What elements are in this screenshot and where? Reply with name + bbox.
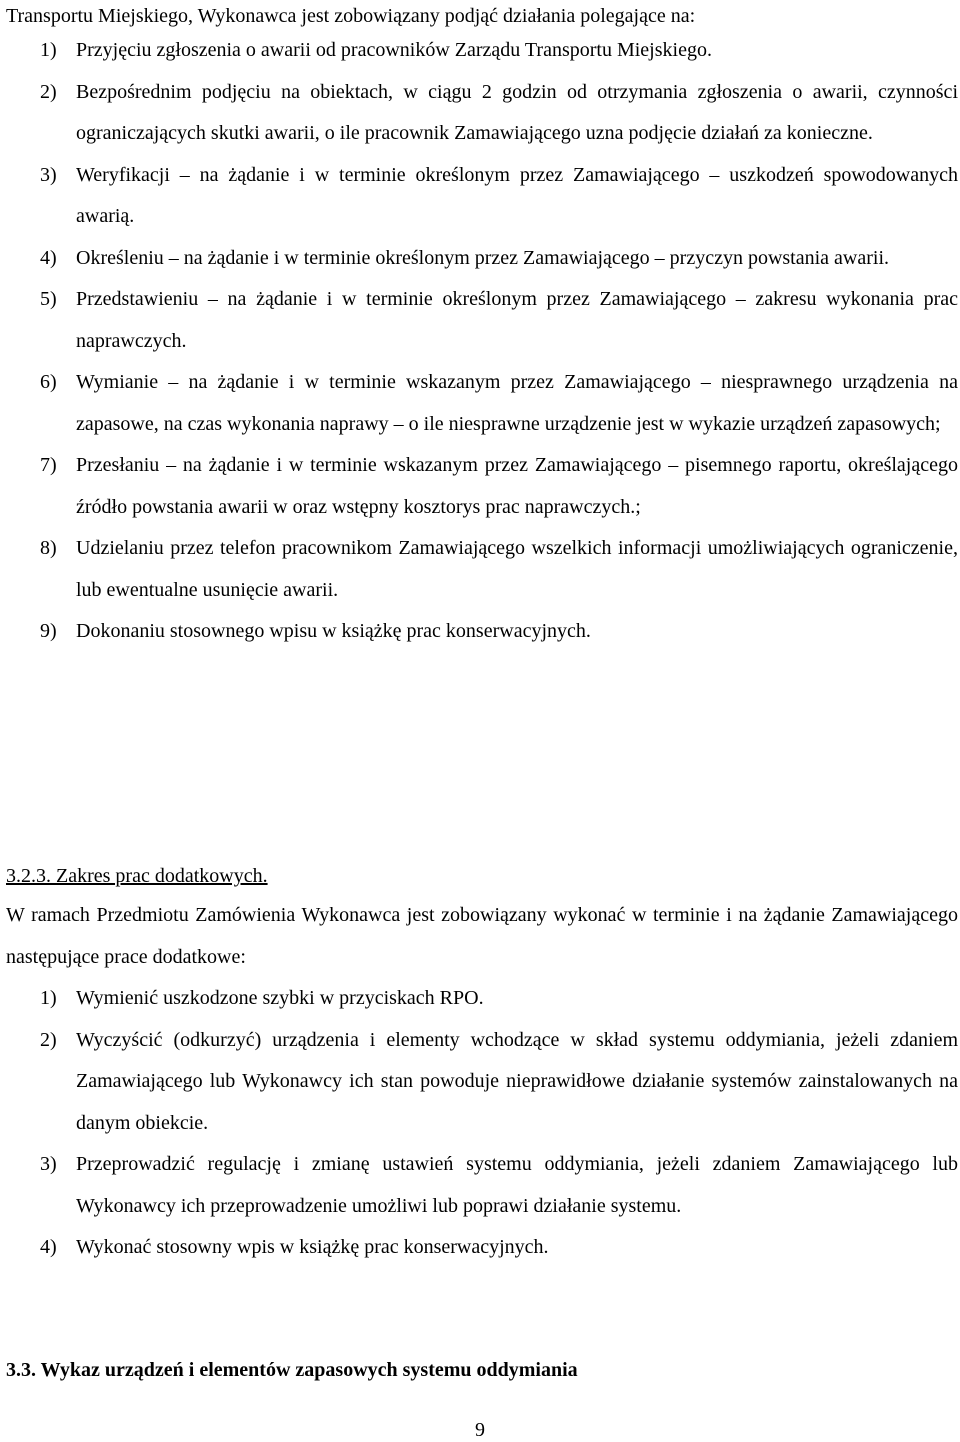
list-item bbox=[0, 72, 960, 155]
list-item bbox=[0, 238, 960, 280]
list-item bbox=[0, 528, 960, 611]
list-item bbox=[0, 611, 960, 653]
list-item-number: 5) bbox=[40, 288, 57, 310]
list-item bbox=[0, 445, 960, 528]
list-item-text: Przesłaniu – na żądanie i w terminie wskazanym przez Zamawiającego – pisemnego raportu, określającego źródło powstania awarii w oraz wstępny kosztorys prac naprawczych.; bbox=[76, 454, 958, 518]
list-item-text: Udzielaniu przez telefon pracownikom Zamawiającego wszelkich informacji umożliwiających ograniczenie, lub ewentualne usunięcie awarii. bbox=[76, 537, 958, 601]
list-item bbox=[0, 279, 960, 362]
list-item-number: 3) bbox=[40, 1153, 57, 1175]
list-item-text: Dokonaniu stosownego wpisu w książkę prac konserwacyjnych. bbox=[76, 620, 591, 642]
list-item-text: Weryfikacji – na żądanie i w terminie określonym przez Zamawiającego – uszkodzeń spowodowanych awarią. bbox=[76, 163, 958, 227]
list-item bbox=[0, 1144, 960, 1227]
additional-works-list bbox=[0, 978, 960, 1269]
list-item-number: 2) bbox=[40, 1028, 57, 1051]
list-item bbox=[0, 1227, 960, 1269]
section-paragraph: W ramach Przedmiotu Zamówienia Wykonawca jest zobowiązany wykonać w terminie i na żądanie Zamawiającego następujące prace dodatkowe: bbox=[6, 904, 958, 968]
list-item-text: Określeniu – na żądanie i w terminie określonym przez Zamawiającego – przyczyn powstania awarii. bbox=[76, 246, 890, 269]
list-item bbox=[0, 155, 960, 238]
list-item-text: Przyjęciu zgłoszenia o awarii od pracowników Zarządu Transportu Miejskiego. bbox=[76, 39, 712, 61]
list-item-number: 9) bbox=[40, 620, 57, 642]
section-heading-3-3: 3.3. Wykaz urządzeń i elementów zapasowych systemu oddymiania bbox=[6, 1359, 578, 1381]
list-item-text: Wykonać stosowny wpis w książkę prac konserwacyjnych. bbox=[76, 1236, 549, 1258]
intro-line: Transportu Miejskiego, Wykonawca jest zobowiązany podjąć działania polegające na: bbox=[6, 5, 696, 27]
list-item bbox=[0, 362, 960, 445]
list-item-text: Przedstawieniu – na żądanie i w terminie określonym przez Zamawiającego – zakresu wykonania prac naprawczych. bbox=[76, 288, 958, 352]
list-item-text: Wymianie – na żądanie i w terminie wskazanym przez Zamawiającego – niesprawnego urządzenia na zapasowe, na czas wykonania naprawy – o ile niesprawne urządzenie jest w wykazie urządzeń zapasowych; bbox=[76, 371, 958, 435]
list-item bbox=[0, 30, 960, 72]
list-item-number: 4) bbox=[40, 1236, 57, 1258]
list-item-number: 6) bbox=[40, 371, 57, 393]
list-item bbox=[0, 1020, 960, 1145]
list-item-number: 1) bbox=[40, 987, 57, 1009]
list-item-number: 1) bbox=[40, 39, 57, 61]
list-item-number: 3) bbox=[40, 163, 57, 186]
list-item bbox=[0, 978, 960, 1020]
page-number: 9 bbox=[475, 1419, 485, 1441]
list-item-number: 8) bbox=[40, 537, 57, 559]
list-item-number: 7) bbox=[40, 454, 57, 476]
list-item-text: Bezpośrednim podjęciu na obiektach, w ciągu 2 godzin od otrzymania zgłoszenia o awarii, czynności ograniczających skutki awarii, o ile pracownik Zamawiającego uzna podjęcie działań za konieczne. bbox=[76, 80, 958, 144]
list-item-text: Wyczyścić (odkurzyć) urządzenia i elementy wchodzące w skład systemu oddymiania, jeżeli zdaniem Zamawiającego lub Wykonawcy ich stan powoduje nieprawidłowe działanie systemów zainstalowanych na danym obiekcie. bbox=[76, 1028, 958, 1134]
list-item-number: 2) bbox=[40, 80, 57, 103]
section-heading-3-2-3: 3.2.3. Zakres prac dodatkowych. bbox=[6, 865, 268, 887]
list-item-text: Przeprowadzić regulację i zmianę ustawień systemu oddymiania, jeżeli zdaniem Zamawiającego lub Wykonawcy ich przeprowadzenie umożliwi lub poprawi działanie systemu. bbox=[76, 1153, 958, 1217]
obligations-list bbox=[0, 30, 960, 653]
list-item-number: 4) bbox=[40, 246, 57, 269]
list-item-text: Wymienić uszkodzone szybki w przyciskach RPO. bbox=[76, 987, 484, 1009]
